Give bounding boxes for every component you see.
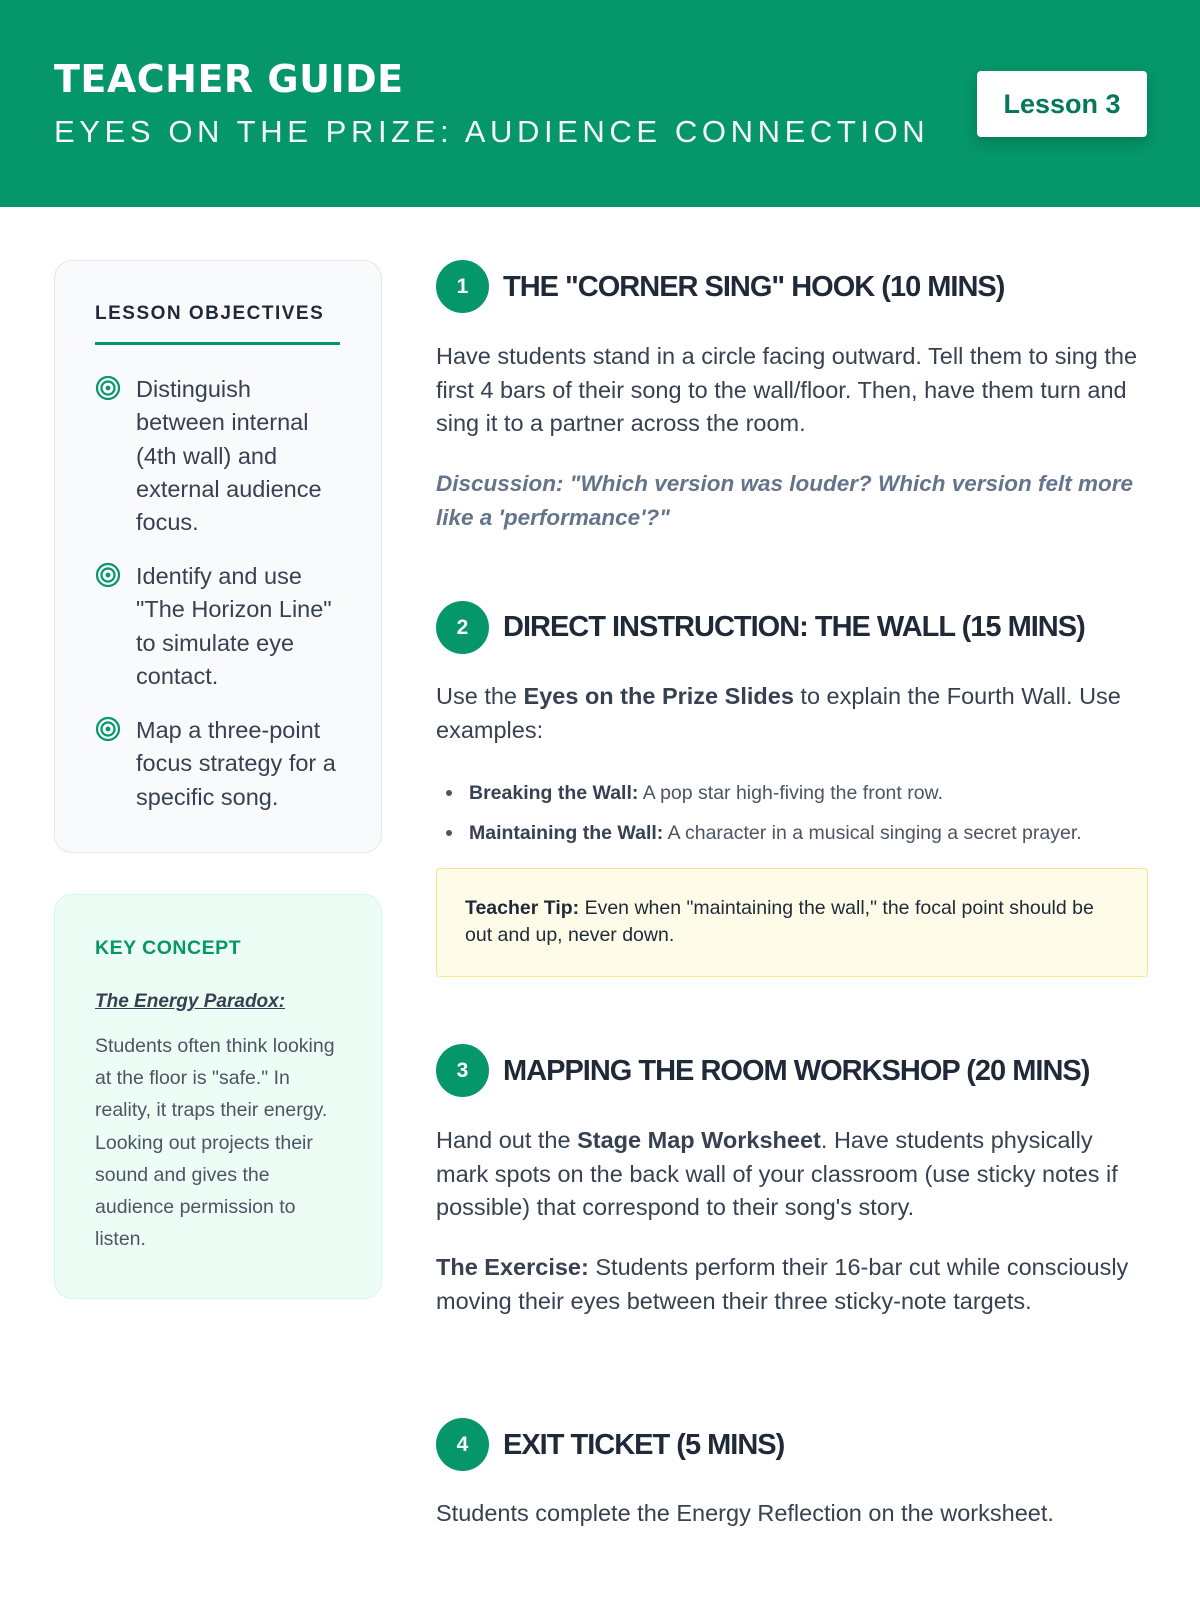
page-subtitle: EYES ON THE PRIZE: AUDIENCE CONNECTION (54, 114, 930, 149)
objective-text: Identify and use "The Horizon Line" to simulate eye contact. (136, 563, 332, 689)
teacher-tip-callout (436, 868, 1148, 977)
target-icon (95, 716, 121, 742)
worksheet-reference: Stage Map Worksheet (577, 1127, 821, 1153)
section-title: MAPPING THE ROOM WORKSHOP (20 MINS) (503, 1055, 1090, 1087)
section-number-badge: 2 (436, 601, 489, 654)
target-icon (95, 562, 121, 588)
key-concept-term: The Energy Paradox: (95, 991, 286, 1012)
section-paragraph: Have students stand in a circle facing outward. Tell them to sing the first 4 bars of their song to the wall/floor. Then, have them turn and sing it to a partner across the room. (436, 343, 1138, 436)
section-title: THE "CORNER SING" HOOK (10 MINS) (503, 271, 1005, 303)
section-paragraph: Use the Eyes on the Prize Slides to explain the Fourth Wall. Use examples: (436, 683, 1121, 743)
key-concept-card (54, 894, 382, 1299)
section-paragraph: Students complete the Energy Reflection on the worksheet. (436, 1500, 1054, 1526)
objective-text: Map a three-point focus strategy for a specific song. (136, 717, 336, 810)
key-concept-body: Students often think looking at the floor is "safe." In reality, it traps their energy. Looking out projects their sound and gives the audience permission to listen. (95, 1035, 335, 1251)
objectives-divider (95, 342, 340, 345)
key-concept-heading: KEY CONCEPT (95, 937, 241, 959)
section-title: DIRECT INSTRUCTION: THE WALL (15 MINS) (503, 611, 1085, 643)
page-title: TEACHER GUIDE (54, 57, 404, 101)
target-icon (95, 375, 121, 401)
list-item: Maintaining the Wall: A character in a musical singing a secret prayer. (446, 813, 1166, 853)
section-paragraph: Hand out the Stage Map Worksheet. Have students physically mark spots on the back wall of your classroom (use sticky notes if possible) that correspond to their song's story. (436, 1127, 1118, 1220)
page-header (0, 0, 1200, 207)
discussion-prompt: Discussion: "Which version was louder? Which version felt more like a 'performance'?" (436, 471, 1134, 530)
lesson-objectives-card (54, 260, 382, 853)
section-number-badge: 3 (436, 1044, 489, 1097)
list-item: Breaking the Wall: A pop star high-fiving the front row. (446, 773, 1166, 813)
slides-reference: Eyes on the Prize Slides (523, 683, 794, 709)
section-number-badge: 4 (436, 1418, 489, 1471)
example-list (446, 773, 1166, 853)
lesson-badge: Lesson 3 (977, 71, 1147, 137)
objectives-heading: LESSON OBJECTIVES (95, 303, 325, 324)
teacher-tip-text: Teacher Tip: Even when "maintaining the wall," the focal point should be out and up, never down. (465, 897, 1094, 946)
section-title: EXIT TICKET (5 MINS) (503, 1429, 785, 1461)
objective-text: Distinguish between internal (4th wall) and external audience focus. (136, 376, 322, 536)
section-number-badge: 1 (436, 260, 489, 313)
exercise-paragraph: The Exercise: Students perform their 16-bar cut while consciously moving their eyes between their three sticky-note targets. (436, 1254, 1129, 1314)
